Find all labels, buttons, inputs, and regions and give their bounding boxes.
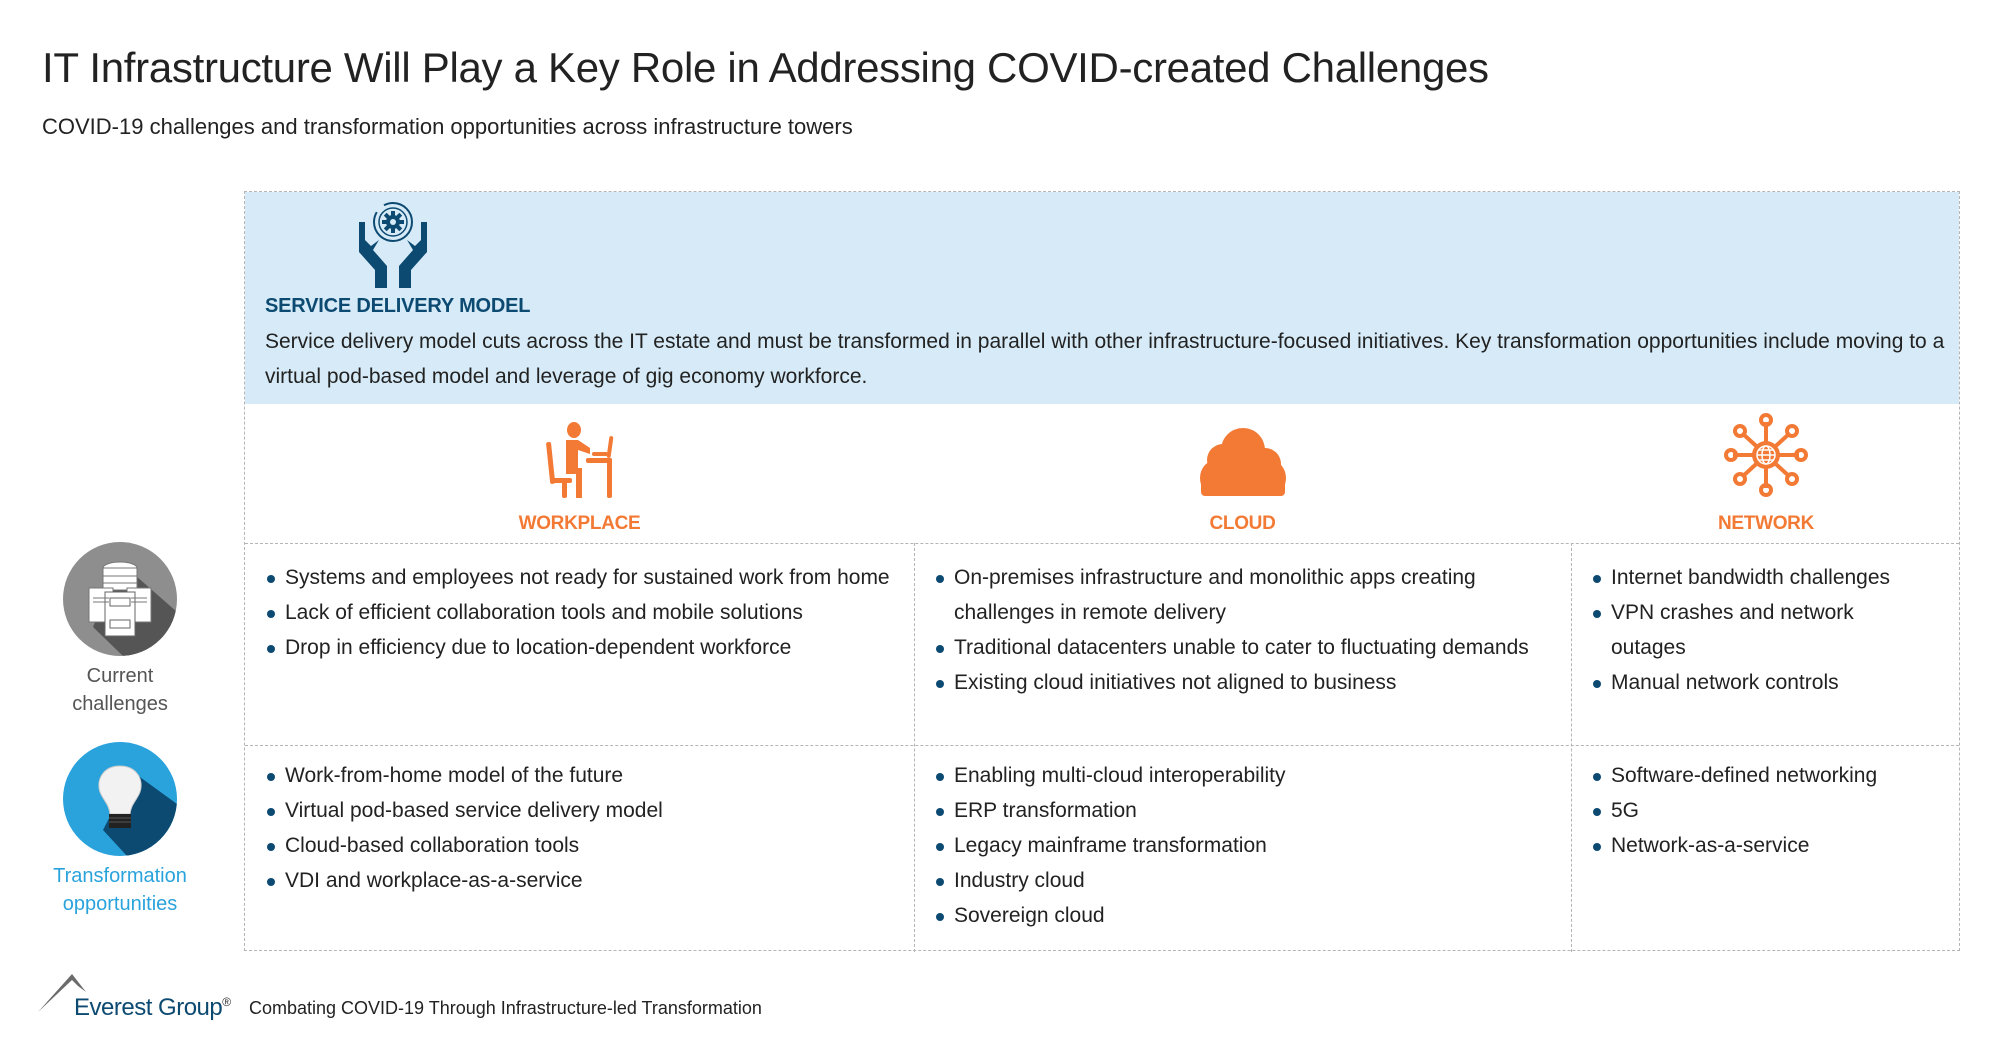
page-title: IT Infrastructure Will Play a Key Role in Addressing COVID-created Challenges bbox=[42, 44, 1489, 91]
cloud-icon bbox=[1199, 426, 1287, 496]
list-item: On-premises infrastructure and monolithic apps creating challenges in remote delivery bbox=[934, 560, 1534, 630]
list-item: ERP transformation bbox=[934, 793, 1534, 828]
lightbulb-icon bbox=[63, 742, 177, 856]
cloud-challenges bbox=[914, 560, 1534, 700]
tower-label-network: NETWORK bbox=[1717, 513, 1815, 534]
list-item: Internet bandwidth challenges bbox=[1591, 560, 1921, 595]
divider-challenges-row bbox=[245, 745, 1959, 746]
service-delivery-description: Service delivery model cuts across the IT estate and must be transformed in parallel with other infrastructure-focused initiatives. Key transformation opportunities include moving to a virtual pod-based model and leverage of gig economy workforce. bbox=[265, 330, 1945, 388]
list-item: VDI and workplace-as-a-service bbox=[265, 863, 914, 898]
legend-opportunities-line2: opportunities bbox=[62, 893, 178, 915]
workplace-challenges bbox=[245, 560, 914, 665]
legend-transformation-opportunities bbox=[40, 742, 200, 918]
list-item: Cloud-based collaboration tools bbox=[265, 828, 914, 863]
list-item: Work-from-home model of the future bbox=[265, 758, 914, 793]
tower-header-cloud bbox=[914, 404, 1571, 543]
cloud-opportunities bbox=[914, 758, 1534, 933]
list-item: Systems and employees not ready for sustained work from home bbox=[265, 560, 914, 595]
infrastructure-grid bbox=[244, 191, 1960, 951]
divider-header-row bbox=[245, 543, 1959, 544]
tower-label-cloud: CLOUD bbox=[1209, 513, 1276, 534]
legend-challenges-line1: Current bbox=[86, 665, 154, 687]
footer-caption: Combating COVID-19 Through Infrastructure-led Transformation bbox=[249, 998, 762, 1018]
list-item: Legacy mainframe transformation bbox=[934, 828, 1534, 863]
hands-gear-icon bbox=[353, 200, 433, 288]
list-item: Virtual pod-based service delivery model bbox=[265, 793, 914, 828]
legend-challenges-line2: challenges bbox=[72, 693, 168, 715]
list-item: Industry cloud bbox=[934, 863, 1534, 898]
list-item: 5G bbox=[1591, 793, 1921, 828]
network-opportunities bbox=[1571, 758, 1921, 863]
list-item: Manual network controls bbox=[1591, 665, 1921, 700]
person-at-desk-icon bbox=[544, 422, 616, 500]
list-item: Network-as-a-service bbox=[1591, 828, 1921, 863]
tower-header-workplace bbox=[245, 404, 914, 543]
list-item: Existing cloud initiatives not aligned to business bbox=[934, 665, 1534, 700]
list-item: VPN crashes and network outages bbox=[1591, 595, 1921, 665]
list-item: Software-defined networking bbox=[1591, 758, 1921, 793]
registered-mark: ® bbox=[222, 995, 231, 1009]
network-globe-icon bbox=[1723, 412, 1809, 498]
service-delivery-title: SERVICE DELIVERY MODEL bbox=[265, 295, 531, 317]
list-item: Drop in efficiency due to location-dependent workforce bbox=[265, 630, 914, 665]
list-item: Sovereign cloud bbox=[934, 898, 1534, 933]
legend-current-challenges bbox=[40, 542, 200, 718]
list-item: Enabling multi-cloud interoperability bbox=[934, 758, 1534, 793]
tower-label-workplace: WORKPLACE bbox=[518, 513, 641, 534]
tower-header-network bbox=[1571, 404, 1961, 543]
service-delivery-panel bbox=[245, 192, 1959, 404]
legend-opportunities-line1: Transformation bbox=[53, 865, 187, 887]
list-item: Lack of efficient collaboration tools and mobile solutions bbox=[265, 595, 914, 630]
brand-name: Everest Group bbox=[74, 994, 223, 1021]
page-subtitle: COVID-19 challenges and transformation opportunities across infrastructure towers bbox=[42, 114, 853, 139]
list-item: Traditional datacenters unable to cater to fluctuating demands bbox=[934, 630, 1534, 665]
network-challenges bbox=[1571, 560, 1921, 700]
workplace-opportunities bbox=[245, 758, 914, 898]
footer bbox=[38, 972, 838, 1032]
everest-group-logo bbox=[74, 994, 231, 1022]
server-stack-icon bbox=[63, 542, 177, 656]
